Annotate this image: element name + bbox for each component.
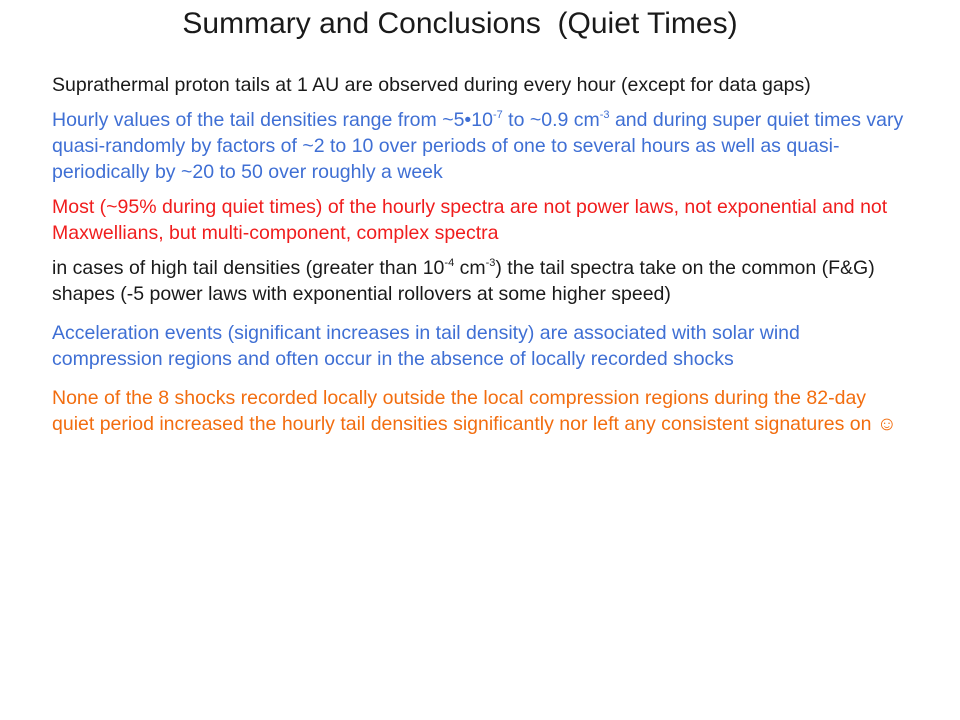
conclusion-text: Hourly values of the tail densities range from ~5•10 — [52, 109, 493, 131]
conclusion-text: to ~0.9 cm — [502, 109, 600, 131]
conclusion-item-3 — [52, 194, 912, 246]
conclusion-item-2 — [52, 107, 912, 185]
conclusion-text: ) the tail spectra take on the common (F&G) shapes (-5 power laws with exponential rollovers at some higher speed) — [52, 257, 875, 305]
conclusion-text: in cases of high tail densities (greater than 10 — [52, 257, 445, 279]
conclusion-item-4 — [52, 255, 912, 307]
smiley-icon: ☺ — [876, 413, 897, 435]
exponent: -7 — [492, 109, 503, 121]
slide-title: Summary and Conclusions (Quiet Times) — [182, 7, 738, 40]
conclusion-text: None of the 8 shocks recorded locally outside the local compression regions during the 82-day quiet period increased the hourly tail densities significantly nor left any consistent signatures on — [52, 387, 877, 435]
exponent: -4 — [444, 257, 455, 269]
conclusion-text: Suprathermal proton tails at 1 AU are observed during every hour (except for data gaps) — [52, 74, 811, 96]
conclusion-text: Most (~95% during quiet times) of the hourly spectra are not power laws, not exponential and not Maxwellians, but multi-component, complex spectra — [52, 196, 888, 244]
conclusion-item-6 — [52, 385, 912, 437]
conclusion-item-1 — [52, 72, 912, 98]
exponent: -3 — [599, 109, 610, 121]
conclusion-text: Acceleration events (significant increases in tail density) are associated with solar wind compression regions and often occur in the absence of locally recorded shocks — [52, 322, 800, 370]
conclusions-list — [52, 72, 912, 446]
conclusion-text: and during super quiet times vary quasi-randomly by factors of ~2 to 10 over periods of one to several hours as well as quasi-periodically by ~20 to 50 over roughly a week — [52, 109, 904, 183]
exponent: -3 — [485, 257, 496, 269]
conclusion-item-5 — [52, 320, 912, 372]
conclusion-text: cm — [454, 257, 486, 279]
